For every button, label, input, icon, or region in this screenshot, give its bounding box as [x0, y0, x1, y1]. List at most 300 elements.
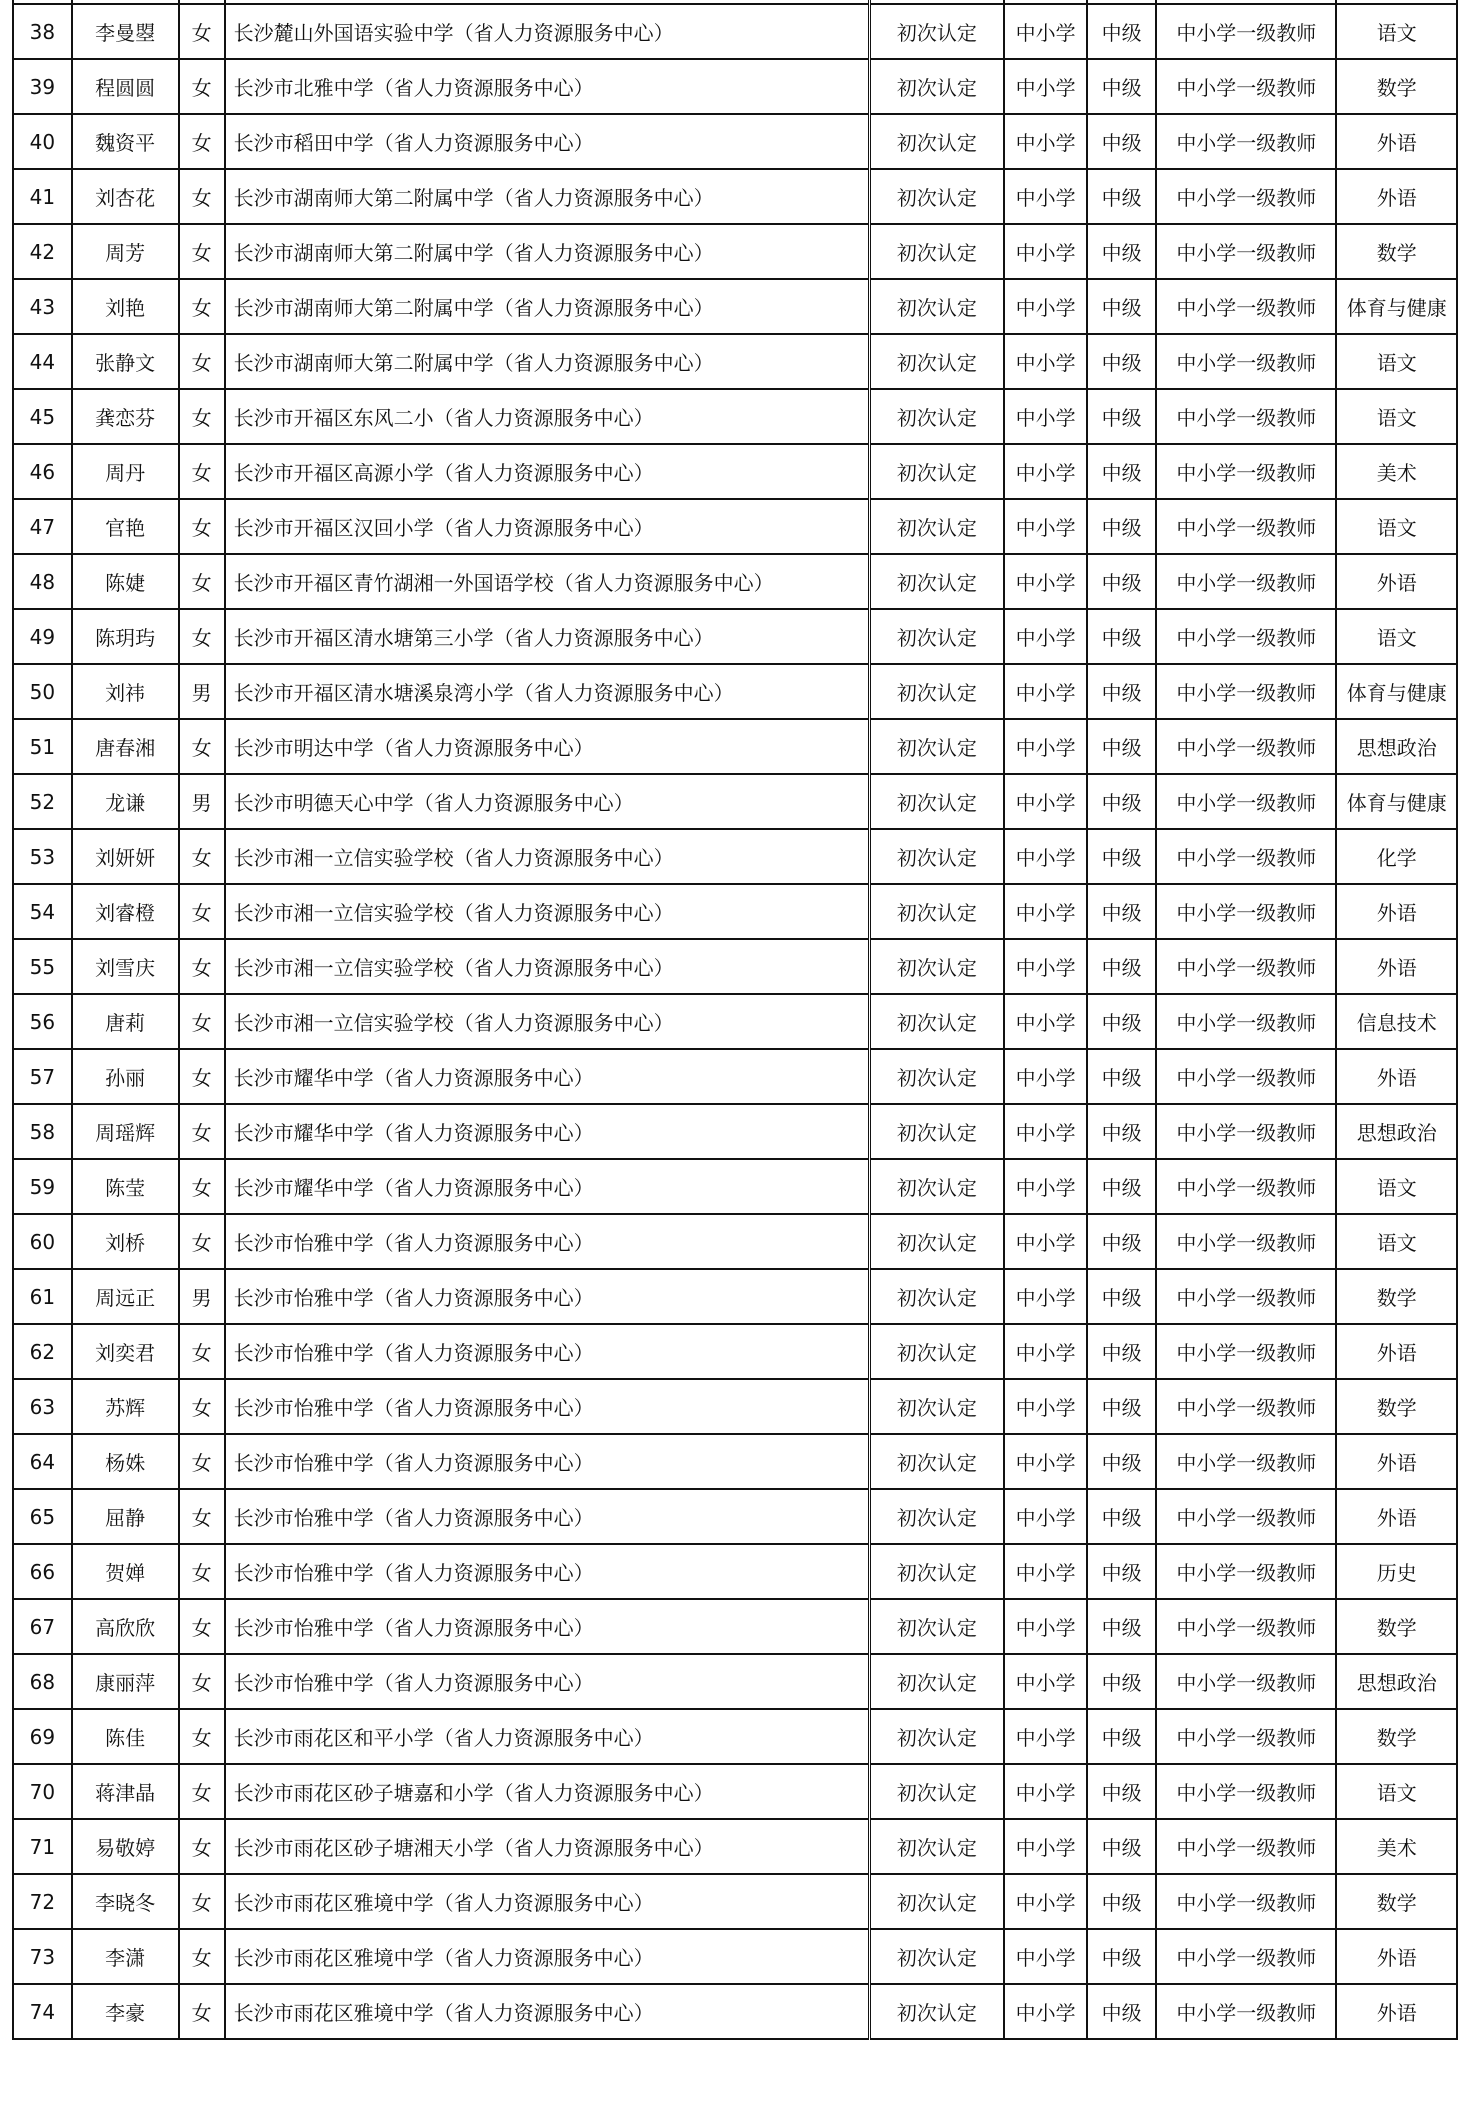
cell-subject: 语文	[1336, 1764, 1457, 1819]
cell-title-grade: 中级	[1087, 1049, 1156, 1104]
cell-unit: 长沙市雨花区和平小学（省人力资源服务中心）	[225, 1709, 869, 1764]
cell-gender: 女	[179, 4, 225, 59]
cell-unit: 长沙市北雅中学（省人力资源服务中心）	[225, 59, 869, 114]
cell-school-level: 中小学	[1004, 1544, 1087, 1599]
cell-gender: 女	[179, 389, 225, 444]
cell-subject: 外语	[1336, 1049, 1457, 1104]
table-row	[13, 59, 1457, 114]
table-row	[13, 1654, 1457, 1709]
cell-title-grade: 中级	[1087, 554, 1156, 609]
cell-unit: 长沙市湖南师大第二附属中学（省人力资源服务中心）	[225, 334, 869, 389]
cell-assessment-type: 初次认定	[869, 279, 1004, 334]
cell-subject: 思想政治	[1336, 719, 1457, 774]
cell-number: 74	[13, 1984, 72, 2039]
cell-subject: 语文	[1336, 389, 1457, 444]
cell-assessment-type: 初次认定	[869, 1049, 1004, 1104]
cell-title-grade: 中级	[1087, 1874, 1156, 1929]
cell-assessment-type: 初次认定	[869, 4, 1004, 59]
cell-unit: 长沙市开福区清水塘溪泉湾小学（省人力资源服务中心）	[225, 664, 869, 719]
cell-school-level: 中小学	[1004, 994, 1087, 1049]
cell-number: 44	[13, 334, 72, 389]
cell-number: 56	[13, 994, 72, 1049]
table-row	[13, 1434, 1457, 1489]
cell-title-grade: 中级	[1087, 1214, 1156, 1269]
cell-gender: 女	[179, 1599, 225, 1654]
table-row	[13, 1599, 1457, 1654]
cell-title-grade: 中级	[1087, 1489, 1156, 1544]
cell-title-name: 中小学一级教师	[1156, 1269, 1336, 1324]
cell-title-name: 中小学一级教师	[1156, 224, 1336, 279]
cell-title-name: 中小学一级教师	[1156, 1489, 1336, 1544]
cell-number: 60	[13, 1214, 72, 1269]
cell-assessment-type: 初次认定	[869, 884, 1004, 939]
cell-school-level: 中小学	[1004, 1819, 1087, 1874]
cell-unit: 长沙市湖南师大第二附属中学（省人力资源服务中心）	[225, 169, 869, 224]
cell-title-grade: 中级	[1087, 664, 1156, 719]
table-row	[13, 1874, 1457, 1929]
cell-number: 68	[13, 1654, 72, 1709]
cell-unit: 长沙市开福区高源小学（省人力资源服务中心）	[225, 444, 869, 499]
cell-school-level: 中小学	[1004, 554, 1087, 609]
cell-assessment-type: 初次认定	[869, 719, 1004, 774]
cell-school-level: 中小学	[1004, 609, 1087, 664]
cell-gender: 女	[179, 1434, 225, 1489]
cell-unit: 长沙市开福区青竹湖湘一外国语学校（省人力资源服务中心）	[225, 554, 869, 609]
cell-unit: 长沙麓山外国语实验中学（省人力资源服务中心）	[225, 4, 869, 59]
cell-title-name: 中小学一级教师	[1156, 1049, 1336, 1104]
cell-name: 康丽萍	[72, 1654, 179, 1709]
cell-school-level: 中小学	[1004, 1709, 1087, 1764]
cell-title-name: 中小学一级教师	[1156, 389, 1336, 444]
cell-unit: 长沙市怡雅中学（省人力资源服务中心）	[225, 1544, 869, 1599]
cell-title-name: 中小学一级教师	[1156, 1819, 1336, 1874]
cell-title-grade: 中级	[1087, 224, 1156, 279]
cell-title-name: 中小学一级教师	[1156, 1544, 1336, 1599]
cell-name: 唐莉	[72, 994, 179, 1049]
cell-name: 陈玥玙	[72, 609, 179, 664]
cell-number: 70	[13, 1764, 72, 1819]
cell-subject: 外语	[1336, 884, 1457, 939]
cell-gender: 女	[179, 994, 225, 1049]
cell-gender: 女	[179, 1159, 225, 1214]
cell-title-name: 中小学一级教师	[1156, 499, 1336, 554]
cell-school-level: 中小学	[1004, 884, 1087, 939]
cell-name: 李曼曌	[72, 4, 179, 59]
cell-subject: 外语	[1336, 554, 1457, 609]
cell-subject: 外语	[1336, 114, 1457, 169]
table-body	[13, 0, 1457, 2039]
table-row	[13, 774, 1457, 829]
cell-school-level: 中小学	[1004, 1434, 1087, 1489]
cell-title-name: 中小学一级教师	[1156, 279, 1336, 334]
table-row	[13, 884, 1457, 939]
table-row	[13, 1049, 1457, 1104]
cell-title-name: 中小学一级教师	[1156, 554, 1336, 609]
cell-unit: 长沙市怡雅中学（省人力资源服务中心）	[225, 1269, 869, 1324]
cell-school-level: 中小学	[1004, 1654, 1087, 1709]
cell-subject: 外语	[1336, 1324, 1457, 1379]
table-row	[13, 1159, 1457, 1214]
cell-unit: 长沙市开福区汉回小学（省人力资源服务中心）	[225, 499, 869, 554]
cell-title-grade: 中级	[1087, 1159, 1156, 1214]
cell-unit: 长沙市耀华中学（省人力资源服务中心）	[225, 1104, 869, 1159]
table-row	[13, 664, 1457, 719]
cell-title-name: 中小学一级教师	[1156, 59, 1336, 114]
cell-name: 苏辉	[72, 1379, 179, 1434]
cell-title-grade: 中级	[1087, 719, 1156, 774]
cell-unit: 长沙市雨花区雅境中学（省人力资源服务中心）	[225, 1984, 869, 2039]
teacher-title-list-table	[12, 0, 1458, 2040]
cell-title-grade: 中级	[1087, 499, 1156, 554]
cell-gender: 女	[179, 59, 225, 114]
cell-school-level: 中小学	[1004, 1049, 1087, 1104]
cell-title-grade: 中级	[1087, 1104, 1156, 1159]
cell-school-level: 中小学	[1004, 59, 1087, 114]
cell-gender: 男	[179, 774, 225, 829]
cell-title-grade: 中级	[1087, 59, 1156, 114]
cell-subject: 历史	[1336, 1544, 1457, 1599]
cell-school-level: 中小学	[1004, 224, 1087, 279]
cell-gender: 女	[179, 1379, 225, 1434]
cell-subject: 体育与健康	[1336, 279, 1457, 334]
table-row	[13, 829, 1457, 884]
table-row	[13, 334, 1457, 389]
cell-title-name: 中小学一级教师	[1156, 939, 1336, 994]
cell-subject: 信息技术	[1336, 994, 1457, 1049]
table-row	[13, 719, 1457, 774]
cell-name: 刘奕君	[72, 1324, 179, 1379]
cell-title-name: 中小学一级教师	[1156, 169, 1336, 224]
cell-name: 刘睿橙	[72, 884, 179, 939]
cell-subject: 外语	[1336, 169, 1457, 224]
cell-name: 周芳	[72, 224, 179, 279]
table-row	[13, 1324, 1457, 1379]
cell-school-level: 中小学	[1004, 1324, 1087, 1379]
cell-school-level: 中小学	[1004, 279, 1087, 334]
cell-school-level: 中小学	[1004, 1874, 1087, 1929]
cell-name: 李晓冬	[72, 1874, 179, 1929]
cell-gender: 女	[179, 224, 225, 279]
cell-unit: 长沙市雨花区雅境中学（省人力资源服务中心）	[225, 1874, 869, 1929]
cell-subject: 外语	[1336, 1984, 1457, 2039]
cell-number: 64	[13, 1434, 72, 1489]
cell-number: 58	[13, 1104, 72, 1159]
cell-title-name: 中小学一级教师	[1156, 334, 1336, 389]
cell-assessment-type: 初次认定	[869, 1324, 1004, 1379]
cell-name: 陈莹	[72, 1159, 179, 1214]
cell-name: 陈佳	[72, 1709, 179, 1764]
cell-name: 张静文	[72, 334, 179, 389]
cell-title-grade: 中级	[1087, 1379, 1156, 1434]
cell-title-name: 中小学一级教师	[1156, 1654, 1336, 1709]
cell-assessment-type: 初次认定	[869, 444, 1004, 499]
cell-unit: 长沙市怡雅中学（省人力资源服务中心）	[225, 1434, 869, 1489]
cell-title-name: 中小学一级教师	[1156, 1764, 1336, 1819]
cell-subject: 数学	[1336, 1709, 1457, 1764]
cell-assessment-type: 初次认定	[869, 609, 1004, 664]
cell-name: 易敬婷	[72, 1819, 179, 1874]
cell-school-level: 中小学	[1004, 169, 1087, 224]
cell-title-name: 中小学一级教师	[1156, 1709, 1336, 1764]
cell-name: 魏资平	[72, 114, 179, 169]
cell-title-name: 中小学一级教师	[1156, 719, 1336, 774]
cell-unit: 长沙市怡雅中学（省人力资源服务中心）	[225, 1324, 869, 1379]
cell-number: 55	[13, 939, 72, 994]
cell-title-name: 中小学一级教师	[1156, 994, 1336, 1049]
cell-number: 59	[13, 1159, 72, 1214]
cell-subject: 数学	[1336, 1599, 1457, 1654]
cell-gender: 女	[179, 1214, 225, 1269]
cell-title-grade: 中级	[1087, 1764, 1156, 1819]
table-row	[13, 4, 1457, 59]
table-row	[13, 1544, 1457, 1599]
cell-number: 69	[13, 1709, 72, 1764]
cell-name: 刘桥	[72, 1214, 179, 1269]
cell-subject: 语文	[1336, 1214, 1457, 1269]
cell-school-level: 中小学	[1004, 939, 1087, 994]
cell-school-level: 中小学	[1004, 4, 1087, 59]
table-row	[13, 1214, 1457, 1269]
cell-unit: 长沙市雨花区砂子塘湘天小学（省人力资源服务中心）	[225, 1819, 869, 1874]
cell-school-level: 中小学	[1004, 1929, 1087, 1984]
cell-name: 屈静	[72, 1489, 179, 1544]
cell-title-grade: 中级	[1087, 1434, 1156, 1489]
cell-subject: 体育与健康	[1336, 664, 1457, 719]
cell-gender: 女	[179, 169, 225, 224]
cell-title-name: 中小学一级教师	[1156, 1104, 1336, 1159]
cell-school-level: 中小学	[1004, 1764, 1087, 1819]
cell-unit: 长沙市耀华中学（省人力资源服务中心）	[225, 1159, 869, 1214]
cell-number: 57	[13, 1049, 72, 1104]
cell-title-name: 中小学一级教师	[1156, 1324, 1336, 1379]
cell-unit: 长沙市湖南师大第二附属中学（省人力资源服务中心）	[225, 224, 869, 279]
cell-gender: 女	[179, 554, 225, 609]
cell-assessment-type: 初次认定	[869, 939, 1004, 994]
table-row	[13, 1984, 1457, 2039]
cell-gender: 女	[179, 829, 225, 884]
cell-assessment-type: 初次认定	[869, 829, 1004, 884]
cell-number: 61	[13, 1269, 72, 1324]
cell-school-level: 中小学	[1004, 114, 1087, 169]
cell-title-name: 中小学一级教师	[1156, 1214, 1336, 1269]
table-row	[13, 1379, 1457, 1434]
cell-gender: 女	[179, 279, 225, 334]
cell-assessment-type: 初次认定	[869, 554, 1004, 609]
cell-title-grade: 中级	[1087, 114, 1156, 169]
cell-unit: 长沙市湘一立信实验学校（省人力资源服务中心）	[225, 939, 869, 994]
cell-assessment-type: 初次认定	[869, 1599, 1004, 1654]
table-row	[13, 389, 1457, 444]
cell-assessment-type: 初次认定	[869, 1764, 1004, 1819]
cell-unit: 长沙市明德天心中学（省人力资源服务中心）	[225, 774, 869, 829]
cell-gender: 女	[179, 114, 225, 169]
cell-assessment-type: 初次认定	[869, 1654, 1004, 1709]
cell-gender: 女	[179, 1874, 225, 1929]
cell-assessment-type: 初次认定	[869, 1379, 1004, 1434]
cell-number: 45	[13, 389, 72, 444]
cell-gender: 女	[179, 1819, 225, 1874]
cell-gender: 女	[179, 1324, 225, 1379]
cell-title-name: 中小学一级教师	[1156, 1874, 1336, 1929]
cell-title-name: 中小学一级教师	[1156, 114, 1336, 169]
cell-school-level: 中小学	[1004, 774, 1087, 829]
cell-assessment-type: 初次认定	[869, 1269, 1004, 1324]
cell-subject: 语文	[1336, 334, 1457, 389]
cell-subject: 数学	[1336, 1874, 1457, 1929]
cell-number: 66	[13, 1544, 72, 1599]
cell-gender: 女	[179, 444, 225, 499]
cell-title-name: 中小学一级教师	[1156, 1379, 1336, 1434]
cell-school-level: 中小学	[1004, 829, 1087, 884]
table-row	[13, 224, 1457, 279]
cell-school-level: 中小学	[1004, 1159, 1087, 1214]
cell-name: 唐春湘	[72, 719, 179, 774]
cell-title-name: 中小学一级教师	[1156, 444, 1336, 499]
cell-title-grade: 中级	[1087, 1929, 1156, 1984]
cell-school-level: 中小学	[1004, 1599, 1087, 1654]
table-row	[13, 1489, 1457, 1544]
cell-title-grade: 中级	[1087, 389, 1156, 444]
table-row	[13, 609, 1457, 664]
table-row	[13, 1709, 1457, 1764]
cell-title-grade: 中级	[1087, 939, 1156, 994]
cell-title-grade: 中级	[1087, 4, 1156, 59]
table-row	[13, 554, 1457, 609]
cell-number: 72	[13, 1874, 72, 1929]
cell-unit: 长沙市怡雅中学（省人力资源服务中心）	[225, 1379, 869, 1434]
cell-number: 41	[13, 169, 72, 224]
cell-title-grade: 中级	[1087, 774, 1156, 829]
cell-name: 周丹	[72, 444, 179, 499]
cell-unit: 长沙市湘一立信实验学校（省人力资源服务中心）	[225, 884, 869, 939]
cell-gender: 女	[179, 334, 225, 389]
cell-gender: 女	[179, 499, 225, 554]
cell-unit: 长沙市雨花区雅境中学（省人力资源服务中心）	[225, 1929, 869, 1984]
cell-assessment-type: 初次认定	[869, 114, 1004, 169]
cell-gender: 女	[179, 719, 225, 774]
cell-title-grade: 中级	[1087, 334, 1156, 389]
cell-school-level: 中小学	[1004, 1104, 1087, 1159]
cell-school-level: 中小学	[1004, 1489, 1087, 1544]
cell-unit: 长沙市怡雅中学（省人力资源服务中心）	[225, 1214, 869, 1269]
cell-assessment-type: 初次认定	[869, 1489, 1004, 1544]
cell-unit: 长沙市怡雅中学（省人力资源服务中心）	[225, 1599, 869, 1654]
cell-gender: 女	[179, 1709, 225, 1764]
cell-title-name: 中小学一级教师	[1156, 4, 1336, 59]
cell-subject: 外语	[1336, 1434, 1457, 1489]
cell-assessment-type: 初次认定	[869, 1104, 1004, 1159]
cell-number: 42	[13, 224, 72, 279]
cell-unit: 长沙市耀华中学（省人力资源服务中心）	[225, 1049, 869, 1104]
cell-assessment-type: 初次认定	[869, 169, 1004, 224]
cell-school-level: 中小学	[1004, 1214, 1087, 1269]
cell-number: 39	[13, 59, 72, 114]
cell-subject: 数学	[1336, 224, 1457, 279]
cell-assessment-type: 初次认定	[869, 334, 1004, 389]
cell-subject: 语文	[1336, 499, 1457, 554]
cell-school-level: 中小学	[1004, 1269, 1087, 1324]
cell-title-name: 中小学一级教师	[1156, 1929, 1336, 1984]
cell-assessment-type: 初次认定	[869, 389, 1004, 444]
cell-name: 贺婵	[72, 1544, 179, 1599]
cell-unit: 长沙市怡雅中学（省人力资源服务中心）	[225, 1654, 869, 1709]
cell-name: 周远正	[72, 1269, 179, 1324]
table-row	[13, 994, 1457, 1049]
cell-number: 38	[13, 4, 72, 59]
cell-gender: 女	[179, 884, 225, 939]
table-row	[13, 1929, 1457, 1984]
cell-title-grade: 中级	[1087, 1709, 1156, 1764]
cell-number: 48	[13, 554, 72, 609]
cell-subject: 思想政治	[1336, 1104, 1457, 1159]
cell-name: 刘祎	[72, 664, 179, 719]
cell-title-grade: 中级	[1087, 444, 1156, 499]
cell-unit: 长沙市开福区东风二小（省人力资源服务中心）	[225, 389, 869, 444]
cell-unit: 长沙市怡雅中学（省人力资源服务中心）	[225, 1489, 869, 1544]
cell-name: 刘妍妍	[72, 829, 179, 884]
cell-subject: 数学	[1336, 59, 1457, 114]
cell-unit: 长沙市雨花区砂子塘嘉和小学（省人力资源服务中心）	[225, 1764, 869, 1819]
cell-gender: 女	[179, 1489, 225, 1544]
cell-gender: 女	[179, 1104, 225, 1159]
cell-name: 刘雪庆	[72, 939, 179, 994]
cell-assessment-type: 初次认定	[869, 664, 1004, 719]
cell-title-grade: 中级	[1087, 884, 1156, 939]
cell-school-level: 中小学	[1004, 389, 1087, 444]
cell-subject: 美术	[1336, 1819, 1457, 1874]
cell-name: 刘艳	[72, 279, 179, 334]
cell-title-name: 中小学一级教师	[1156, 774, 1336, 829]
cell-title-grade: 中级	[1087, 1269, 1156, 1324]
cell-gender: 男	[179, 664, 225, 719]
cell-unit: 长沙市湘一立信实验学校（省人力资源服务中心）	[225, 829, 869, 884]
cell-unit: 长沙市明达中学（省人力资源服务中心）	[225, 719, 869, 774]
cell-number: 49	[13, 609, 72, 664]
cell-subject: 数学	[1336, 1269, 1457, 1324]
cell-unit: 长沙市湖南师大第二附属中学（省人力资源服务中心）	[225, 279, 869, 334]
cell-school-level: 中小学	[1004, 664, 1087, 719]
table-row	[13, 499, 1457, 554]
cell-number: 47	[13, 499, 72, 554]
table-row	[13, 169, 1457, 224]
cell-unit: 长沙市开福区清水塘第三小学（省人力资源服务中心）	[225, 609, 869, 664]
cell-assessment-type: 初次认定	[869, 1709, 1004, 1764]
cell-assessment-type: 初次认定	[869, 994, 1004, 1049]
cell-subject: 美术	[1336, 444, 1457, 499]
cell-number: 62	[13, 1324, 72, 1379]
cell-title-grade: 中级	[1087, 169, 1156, 224]
cell-name: 孙丽	[72, 1049, 179, 1104]
cell-unit: 长沙市稻田中学（省人力资源服务中心）	[225, 114, 869, 169]
cell-subject: 数学	[1336, 1379, 1457, 1434]
cell-title-grade: 中级	[1087, 1599, 1156, 1654]
cell-assessment-type: 初次认定	[869, 1819, 1004, 1874]
cell-unit: 长沙市湘一立信实验学校（省人力资源服务中心）	[225, 994, 869, 1049]
cell-name: 周瑶辉	[72, 1104, 179, 1159]
cell-number: 63	[13, 1379, 72, 1434]
cell-number: 71	[13, 1819, 72, 1874]
cell-name: 高欣欣	[72, 1599, 179, 1654]
cell-title-grade: 中级	[1087, 1544, 1156, 1599]
cell-gender: 女	[179, 1049, 225, 1104]
table-row	[13, 114, 1457, 169]
cell-number: 50	[13, 664, 72, 719]
cell-school-level: 中小学	[1004, 719, 1087, 774]
cell-subject: 语文	[1336, 609, 1457, 664]
cell-name: 蒋津晶	[72, 1764, 179, 1819]
cell-title-grade: 中级	[1087, 829, 1156, 884]
cell-number: 52	[13, 774, 72, 829]
